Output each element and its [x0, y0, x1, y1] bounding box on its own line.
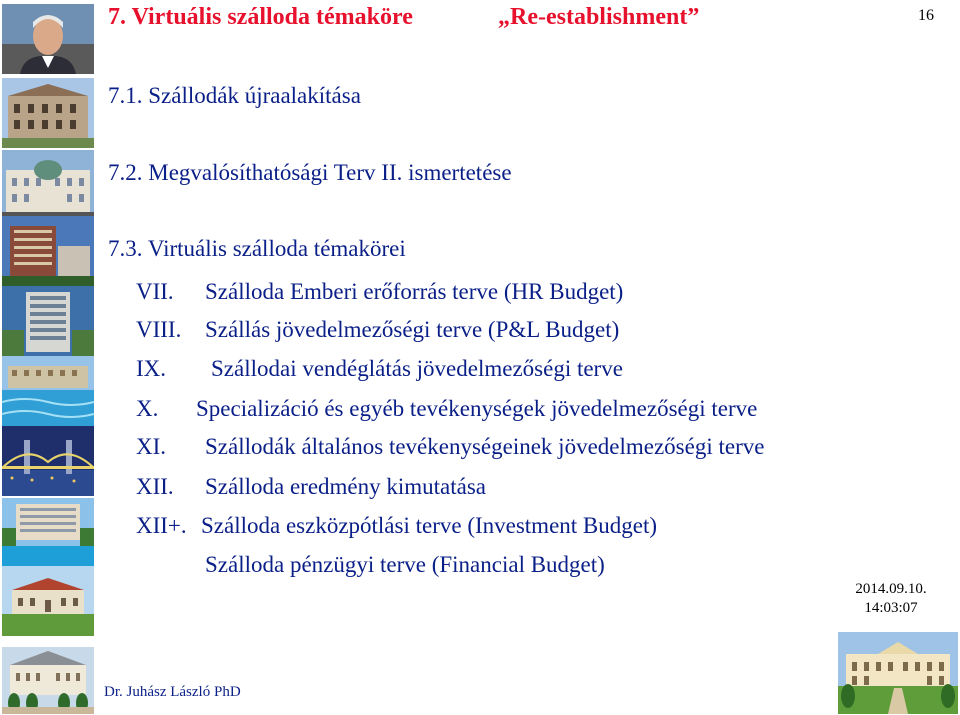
list-item-text: Szállás jövedelmezőségi terve (P&L Budget): [205, 317, 620, 342]
list-item-number: XII+.: [136, 513, 187, 538]
list-item-text: Szállodai vendéglátás jövedelmezőségi terve: [211, 356, 623, 381]
hotel-tower-photo: [2, 286, 94, 356]
list-item-text: Szálloda Emberi erőforrás terve (HR Budget): [205, 279, 624, 304]
date-stamp: [838, 580, 944, 618]
manor-house-photo: [2, 566, 94, 636]
list-item-text: Szálloda pénzügyi terve (Financial Budget): [205, 552, 605, 577]
list-item-number: X.: [136, 396, 159, 421]
slide-title-english: „Re-establishment”: [498, 4, 700, 30]
list-item-text: Szállodák általános tevékenységeinek jövedelmezőségi terve: [205, 434, 765, 459]
list-item-number: IX.: [136, 356, 167, 381]
modern-hotel-photo: [2, 216, 94, 286]
portrait-photo: [2, 4, 94, 74]
list-item-number: XI.: [136, 434, 167, 459]
page-number: 16: [918, 7, 934, 24]
bridge-photo: [2, 426, 94, 496]
time-text: 14:03:07: [864, 600, 918, 616]
castle-photo: [2, 646, 94, 714]
list-item-number: XII.: [136, 474, 174, 499]
list-item-number: VII.: [136, 279, 174, 304]
section-7-3: 7.3. Virtuális szálloda témakörei: [108, 236, 406, 261]
list-item-text: Specializáció és egyéb tevékenységek jövedelmezőségi terve: [196, 396, 758, 421]
list-item-number: VIII.: [136, 317, 182, 342]
pool-photo: [2, 356, 94, 426]
author-name: Dr. Juhász László PhD: [104, 684, 241, 700]
photo-strip: [0, 0, 96, 715]
section-7-1: 7.1. Szállodák újraalakítása: [108, 83, 361, 108]
list-item-text: Szálloda eszközpótlási terve (Investment Budget): [201, 513, 658, 538]
resort-pool-photo: [2, 498, 94, 568]
section-7-2: 7.2. Megvalósíthatósági Terv II. ismertetése: [108, 160, 512, 185]
date-text: 2014.09.10.: [855, 581, 927, 597]
garden-photo: [2, 634, 94, 644]
palace-hotel-photo: [2, 150, 94, 220]
slide-title: 7. Virtuális szálloda témaköre: [108, 4, 413, 30]
palace-photo: [838, 632, 958, 714]
list-item-text: Szálloda eredmény kimutatása: [205, 474, 487, 499]
historic-building-photo: [2, 78, 94, 148]
